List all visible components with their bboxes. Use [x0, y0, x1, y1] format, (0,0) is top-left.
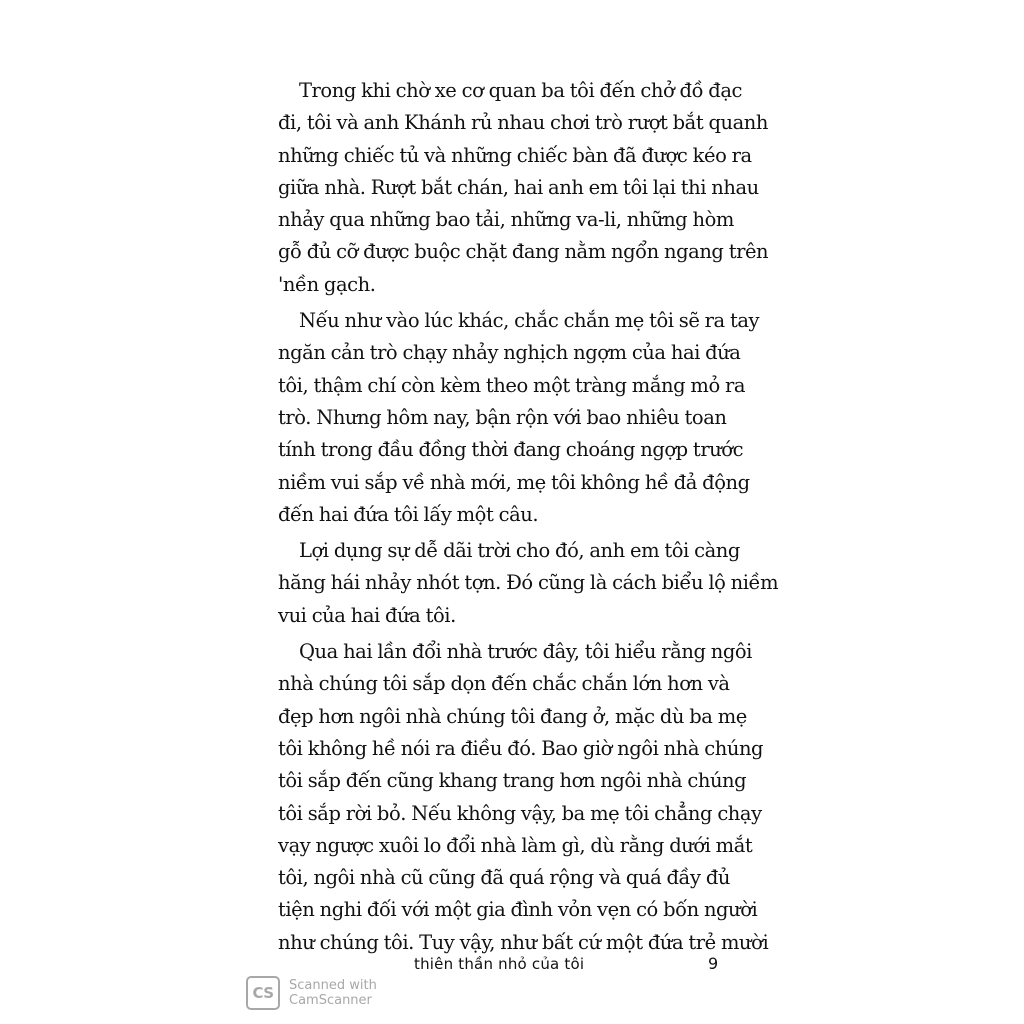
text-line: tôi không hề nói ra điều đó. Bao giờ ngôi nhà chúng	[278, 736, 764, 760]
text-line: nhảy qua những bao tải, những va-li, những hòm	[278, 208, 734, 232]
camscanner-logo-icon: CS	[246, 976, 280, 1010]
paragraph	[278, 636, 769, 959]
text-line: đến hai đứa tôi lấy một câu.	[278, 502, 539, 526]
watermark-line-2: CamScanner	[289, 993, 372, 1008]
text-line: tôi, thậm chí còn kèm theo một tràng mắng mỏ ra	[278, 373, 746, 397]
text-line: Nếu như vào lúc khác, chắc chắn mẹ tôi sẽ ra tay	[299, 309, 760, 333]
running-footer-title: thiên thần nhỏ của tôi	[414, 955, 585, 973]
text-line: 'nền gạch.	[278, 272, 376, 296]
text-line: gỗ đủ cỡ được buộc chặt đang nằm ngổn ngang trên	[278, 240, 769, 264]
watermark-line-1: Scanned with	[289, 978, 377, 993]
text-line: tôi sắp rời bỏ. Nếu không vậy, ba mẹ tôi chẳng chạy	[278, 801, 762, 825]
page-number: 9	[708, 954, 719, 973]
text-line: ngăn cản trò chạy nhảy nghịch ngợm của hai đứa	[278, 341, 741, 365]
text-line: tiện nghi đối với một gia đình vỏn vẹn có bốn người	[278, 898, 758, 922]
text-line: tôi sắp đến cũng khang trang hơn ngôi nhà chúng	[278, 769, 747, 793]
text-line: vui của hai đứa tôi.	[278, 603, 456, 627]
paragraph	[278, 305, 760, 531]
text-line: niềm vui sắp về nhà mới, mẹ tôi không hề đả động	[278, 470, 750, 494]
text-line: tính trong đầu đồng thời đang choáng ngợp trước	[278, 438, 744, 462]
text-line: Qua hai lần đổi nhà trước đây, tôi hiểu rằng ngôi	[299, 640, 752, 664]
text-line: nhà chúng tôi sắp dọn đến chắc chắn lớn hơn và	[278, 672, 730, 696]
text-line: đẹp hơn ngôi nhà chúng tôi đang ở, mặc dù ba mẹ	[278, 704, 747, 728]
text-line: đi, tôi và anh Khánh rủ nhau chơi trò rượt bắt quanh	[278, 111, 768, 135]
watermark-text	[289, 978, 377, 1008]
paragraph	[278, 75, 769, 301]
text-line: Trong khi chờ xe cơ quan ba tôi đến chở đồ đạc	[299, 79, 742, 102]
text-line: giữa nhà. Rượt bắt chán, hai anh em tôi lại thi nhau	[278, 175, 759, 199]
camscanner-watermark	[246, 976, 377, 1010]
text-line: trò. Nhưng hôm nay, bận rộn với bao nhiêu toan	[278, 405, 727, 429]
text-line: như chúng tôi. Tuy vậy, như bất cứ một đứa trẻ mười	[278, 930, 769, 954]
text-line: những chiếc tủ và những chiếc bàn đã được kéo ra	[278, 143, 752, 167]
text-line: Lợi dụng sự dễ dãi trời cho đó, anh em tôi càng	[299, 539, 740, 563]
paragraph	[278, 535, 779, 632]
text-line: hăng hái nhảy nhót tợn. Đó cũng là cách biểu lộ niềm	[278, 571, 779, 595]
text-line: vạy ngược xuôi lo đổi nhà làm gì, dù rằng dưới mắt	[278, 833, 753, 857]
text-line: tôi, ngôi nhà cũ cũng đã quá rộng và quá đầy đủ	[278, 866, 730, 890]
body-text	[278, 75, 779, 959]
